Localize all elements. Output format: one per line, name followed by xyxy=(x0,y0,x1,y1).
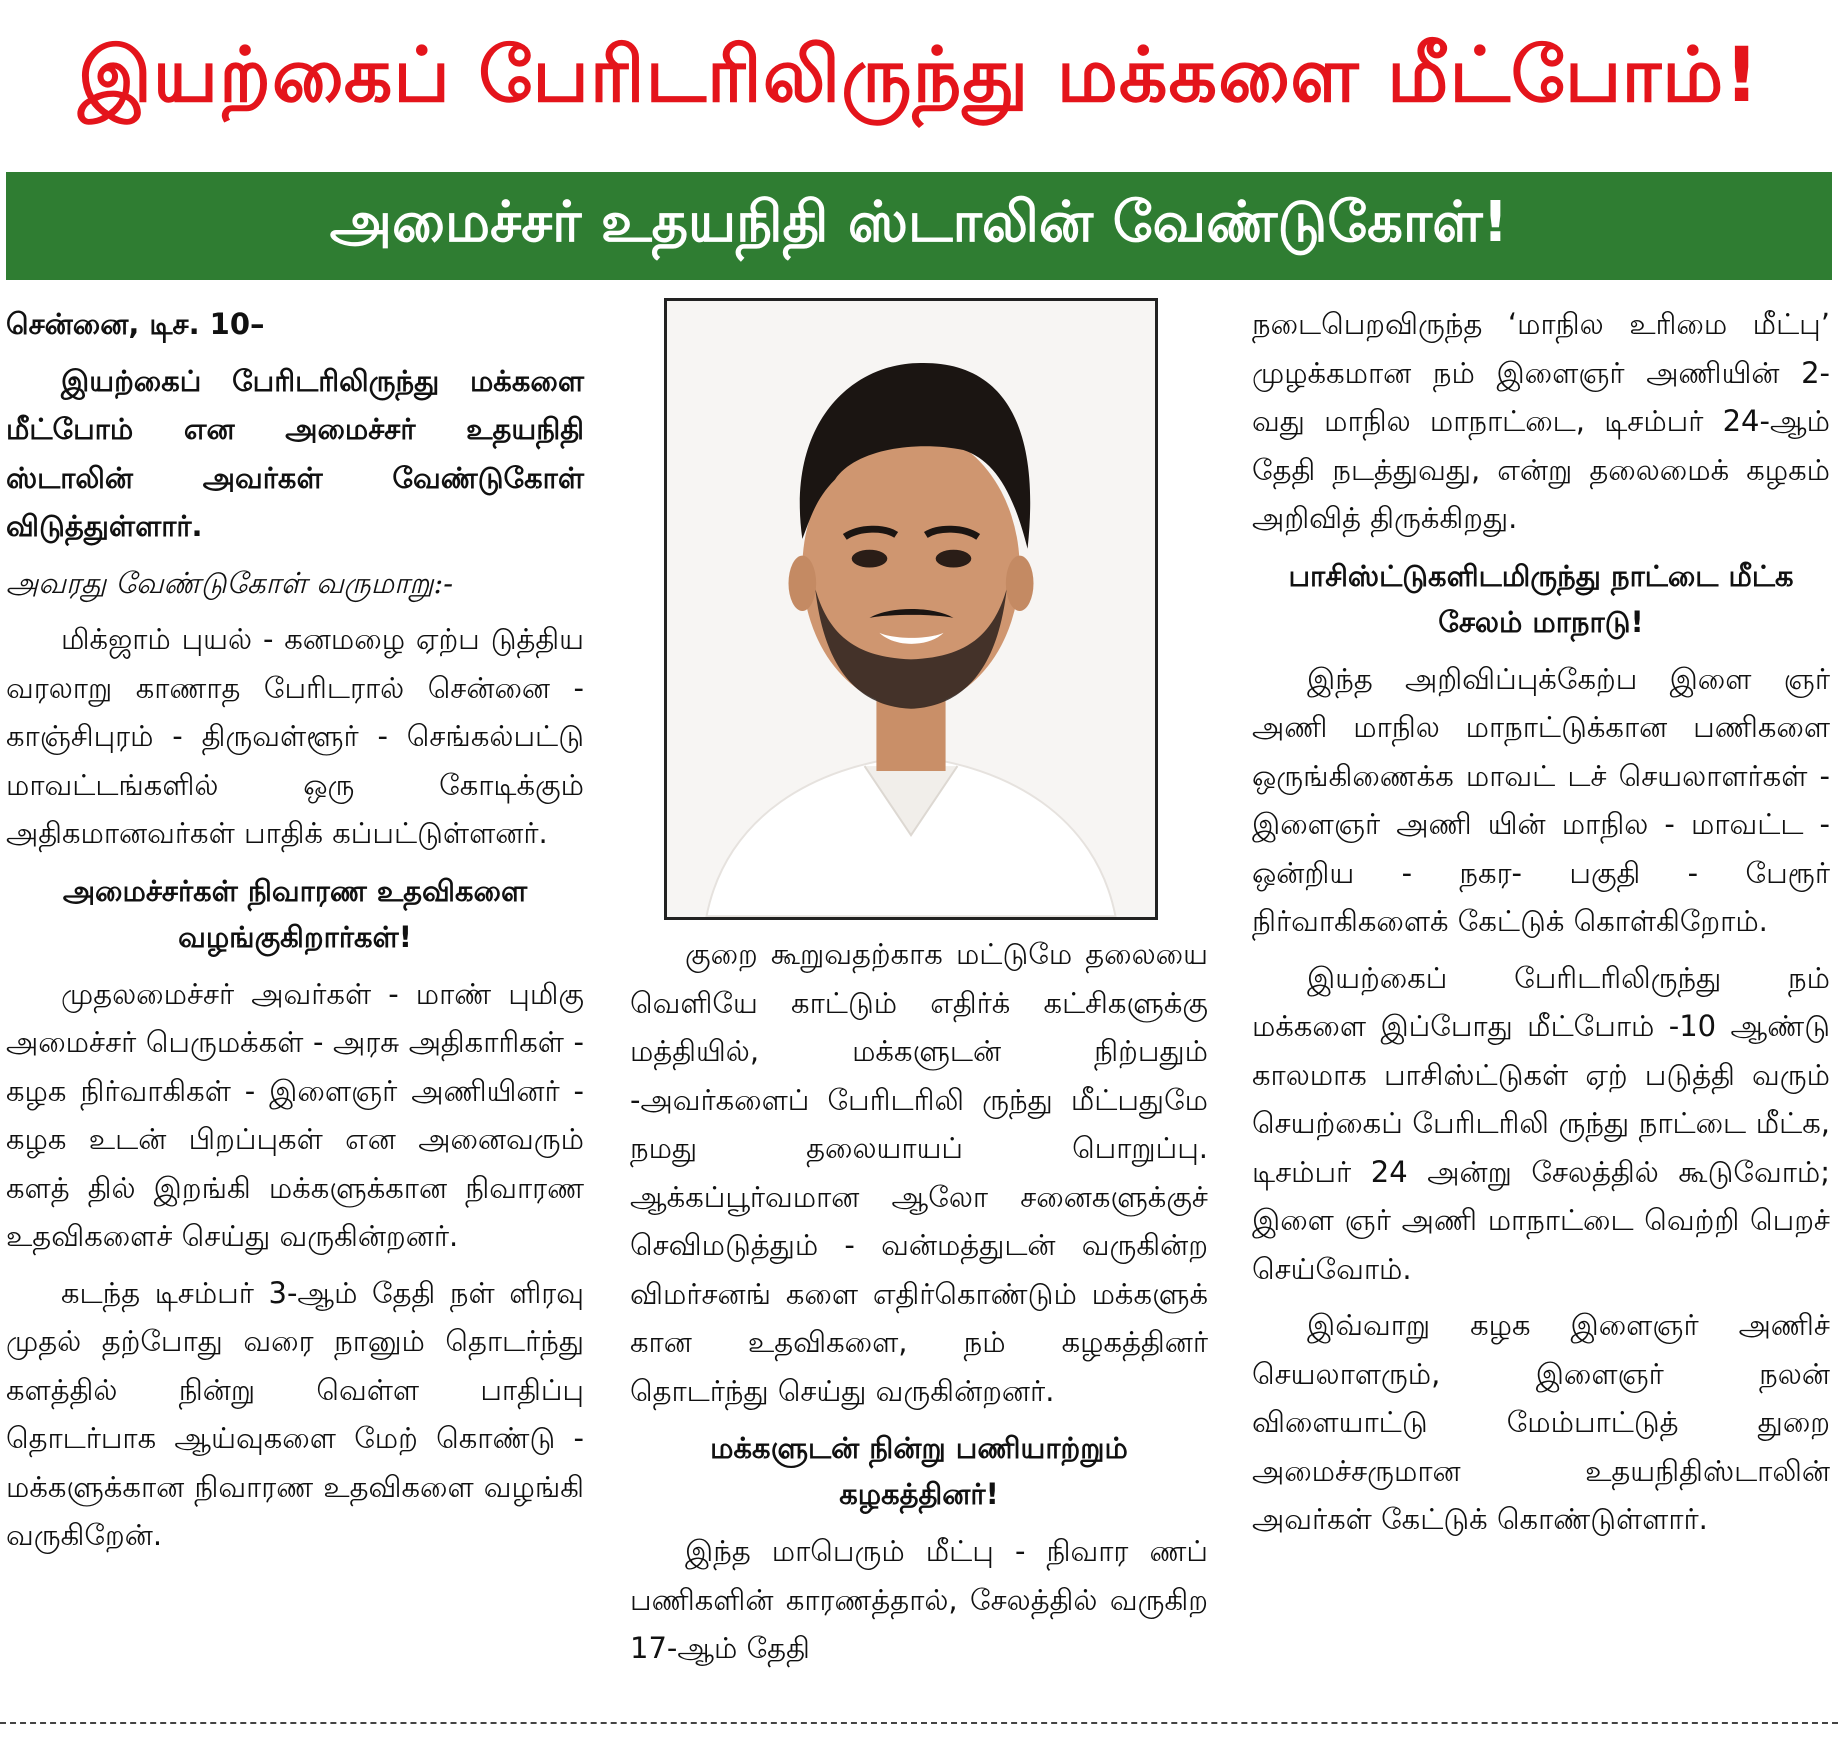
section-subhead: அமைச்சர்கள் நிவாரண உதவிகளை வழங்குகிறார்கள்! xyxy=(62,873,528,954)
section-subhead: மக்களுடன் நின்று பணியாற்றும் கழகத்தினர்! xyxy=(710,1431,1128,1511)
subheadline: அமைச்சர் உதயநிதி ஸ்டாலின் வேண்டுகோள்! xyxy=(329,190,1509,255)
portrait-illustration xyxy=(667,301,1155,917)
paragraph: இந்த மாபெரும் மீட்பு - நிவார ணப் பணிகளின் காரணத்தால், சேலத்தில் வருகிற 17-ஆம் தேதி xyxy=(630,1534,1208,1665)
article-column-3 xyxy=(1252,300,1830,1552)
paragraph: கடந்த டிசம்பர் 3-ஆம் தேதி நள் ளிரவு முதல் தற்போது வரை நானும் தொடர்ந்து களத்தில் நின்று வெள்ள பாதிப்பு தொடர்பாக ஆய்வுகளை மேற் கொண்டு - மக்களுக்கான நிவாரண உதவிகளை வழங்கி வருகிறேன். xyxy=(6,1275,584,1552)
paragraph: குறை கூறுவதற்காக மட்டுமே தலையை வெளியே காட்டும் எதிர்க் கட்சிகளுக்கு மத்தியில், மக்களுடன் நிற்பதும் -அவர்களைப் பேரிடரிலி ருந்து மீட்பதுமே நமது தலையாயப் பொறுப்பு. ஆக்கப்பூர்வமான ஆலோ சனைகளுக்குச் செவிமடுத்தும் - வன்மத்துடன் வருகின்ற விமர்சனங் களை எதிர்கொண்டும் மக்களுக் கான உதவிகளை, நம் கழகத்தினர் தொடர்ந்து செய்து வருகின்றனர். xyxy=(630,937,1208,1408)
paragraph: இந்த அறிவிப்புக்கேற்ப இளை ஞர் அணி மாநில மாநாட்டுக்கான பணிகளை ஒருங்கிணைக்க மாவட் டச் செயலாளர்கள் - இளைஞர் அணி யின் மாநில - மாவட்ட - ஒன்றிய - நகர- பகுதி - பேரூர் நிர்வாகிகளைக் கேட்டுக் கொள்கிறோம். xyxy=(1252,661,1830,938)
lead-paragraph: இயற்கைப் பேரிடரிலிருந்து மக்களை மீட்போம் என அமைச்சர் உதயநிதி ஸ்டாலின் அவர்கள் வேண்டுகோள் விடுத்துள்ளார். xyxy=(6,363,584,543)
intro-line: அவரது வேண்டுகோள் வருமாறு:- xyxy=(6,565,454,600)
section-subhead: பாசிஸ்ட்டுகளிடமிருந்து நாட்டை மீட்க சேலம் மாநாடு! xyxy=(1288,558,1794,639)
headline: இயற்கைப் பேரிடரிலிருந்து மக்களை மீட்போம்! xyxy=(78,30,1760,119)
dashed-divider xyxy=(0,1722,1838,1724)
subheadline-banner xyxy=(6,172,1832,280)
article-column-2 xyxy=(630,930,1208,1681)
paragraph: முதலமைச்சர் அவர்கள் - மாண் புமிகு அமைச்சர் பெருமக்கள் - அரசு அதிகாரிகள் - கழக நிர்வாகிகள் - இளைஞர் அணியினர் - கழக உடன் பிறப்புகள் என அனைவரும் களத் தில் இறங்கி மக்களுக்கான நிவாரண உதவிகளைச் செய்து வருகின்றனர். xyxy=(6,976,584,1253)
paragraph: இவ்வாறு கழக இளைஞர் அணிச் செயலாளரும், இளைஞர் நலன் விளையாட்டு மேம்பாட்டுத் துறை அமைச்சருமான உதயநிதிஸ்டாலின் அவர்கள் கேட்டுக் கொண்டுள்ளார். xyxy=(1252,1308,1830,1536)
dateline: சென்னை, டிச. 10– xyxy=(6,307,265,341)
portrait-photo xyxy=(664,298,1158,920)
paragraph: நடைபெறவிருந்த ‘மாநில உரிமை மீட்பு’ முழக்கமான நம் இளைஞர் அணியின் 2-வது மாநில மாநாட்டை, டிசம்பர் 24-ஆம் தேதி நடத்துவது, என்று தலைமைக் கழகம் அறிவித் திருக்கிறது. xyxy=(1252,307,1830,535)
paragraph: இயற்கைப் பேரிடரிலிருந்து நம் மக்களை இப்போது மீட்போம் -10 ஆண்டு காலமாக பாசிஸ்ட்டுகள் ஏற் படுத்தி வரும் செயற்கைப் பேரிடரிலி ருந்து நாட்டை மீட்க, டிசம்பர் 24 அன்று சேலத்தில் கூடுவோம்; இளை ஞர் அணி மாநாட்டை வெற்றி பெறச் செய்வோம். xyxy=(1252,960,1830,1286)
article-column-1 xyxy=(6,300,584,1568)
paragraph: மிக்ஜாம் புயல் - கனமழை ஏற்ப டுத்திய வரலாறு காணாத பேரிடரால் சென்னை - காஞ்சிபுரம் - திருவள்ளூர் - செங்கல்பட்டு மாவட்டங்களில் ஒரு கோடிக்கும் அதிகமானவர்கள் பாதிக் கப்பட்டுள்ளனர். xyxy=(6,622,584,850)
